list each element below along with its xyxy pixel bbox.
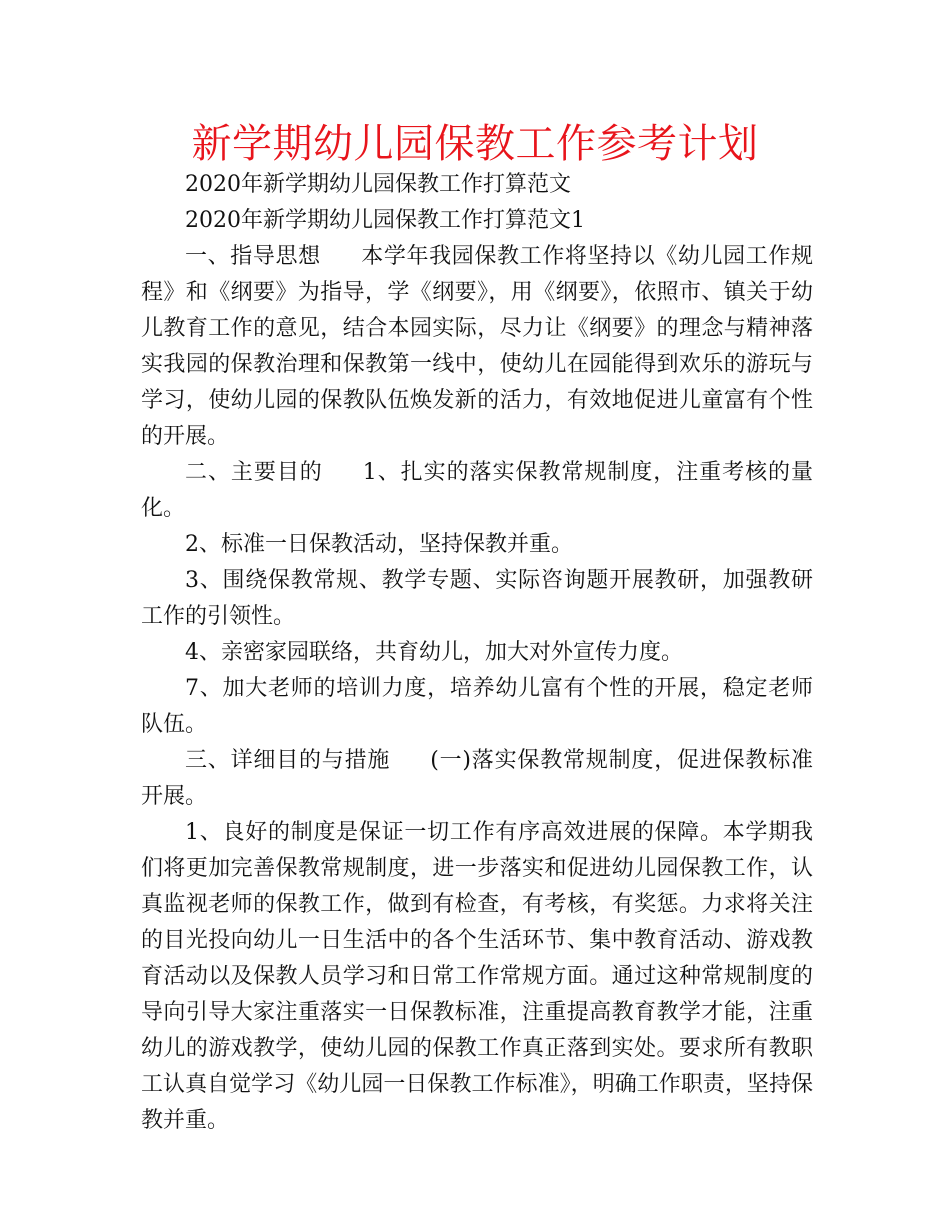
paragraph-subtitle-1 [141, 167, 813, 203]
paragraph-goal-2 [141, 527, 813, 563]
paragraph-text: 2、标准一日保教活动，坚持保教并重。 [185, 532, 573, 557]
paragraph-guiding-ideology [141, 239, 813, 455]
paragraph-goal-4 [141, 635, 813, 671]
paragraph-text: 7、加大老师的培训力度，培养幼儿富有个性的开展，稳定老师队伍。 [141, 676, 813, 737]
paragraph-text: 3、围绕保教常规、教学专题、实际咨询题开展教研，加强教研工作的引领性。 [141, 568, 813, 629]
paragraph-text: 本学年我园保教工作将坚持以《幼儿园工作规程》和《纲要》为指导，学《纲要》，用《纲要》，依照市、镇关于幼儿教育工作的意见，结合本园实际，尽力让《纲要》的理念与精神落实我园的保教治理和保教第一线中，使幼儿在园能得到欢乐的游玩与学习，使幼儿园的保教队伍焕发新的活力，有效地促进儿童富有个性的开展。 [141, 244, 813, 449]
paragraph-text: 4、亲密家园联络，共育幼儿，加大对外宣传力度。 [185, 640, 683, 665]
document-title: 新学期幼儿园保教工作参考计划 [191, 121, 759, 167]
paragraph-text: (一)落实保教常规制度，促进保教标准开展。 [141, 748, 813, 809]
section-heading: 一、指导思想 [185, 244, 321, 269]
paragraph-text: 1、良好的制度是保证一切工作有序高效进展的保障。本学期我们将更加完善保教常规制度，进一步落实和促进幼儿园保教工作，认真监视老师的保教工作，做到有检查，有考核，有奖惩。力求将关注的目光投向幼儿一日生活中的各个生活环节、集中教育活动、游戏教育活动以及保教人员学习和日常工作常规方面。通过这种常规制度的导向引导大家注重落实一日保教标准，注重提高教育教学才能，注重幼儿的游戏教学，使幼儿园的保教工作真正落到实处。要求所有教职工认真自觉学习《幼儿园一日保教工作标准》，明确工作职责，坚持保教并重。 [141, 820, 813, 1133]
paragraph-text: 2020年新学期幼儿园保教工作打算范文 [185, 172, 571, 197]
paragraph-detailed-goals [141, 743, 813, 815]
document-body [141, 167, 813, 1139]
paragraph-measure-1 [141, 815, 813, 1139]
section-heading: 二、主要目的 [185, 460, 323, 485]
section-heading: 三、详细目的与措施 [185, 748, 391, 773]
paragraph-main-goals [141, 455, 813, 527]
paragraph-text: 2020年新学期幼儿园保教工作打算范文1 [185, 208, 585, 233]
paragraph-text: 1、扎实的落实保教常规制度，注重考核的量化。 [141, 460, 813, 521]
paragraph-goal-7 [141, 671, 813, 743]
paragraph-goal-3 [141, 563, 813, 635]
paragraph-subtitle-2 [141, 203, 813, 239]
